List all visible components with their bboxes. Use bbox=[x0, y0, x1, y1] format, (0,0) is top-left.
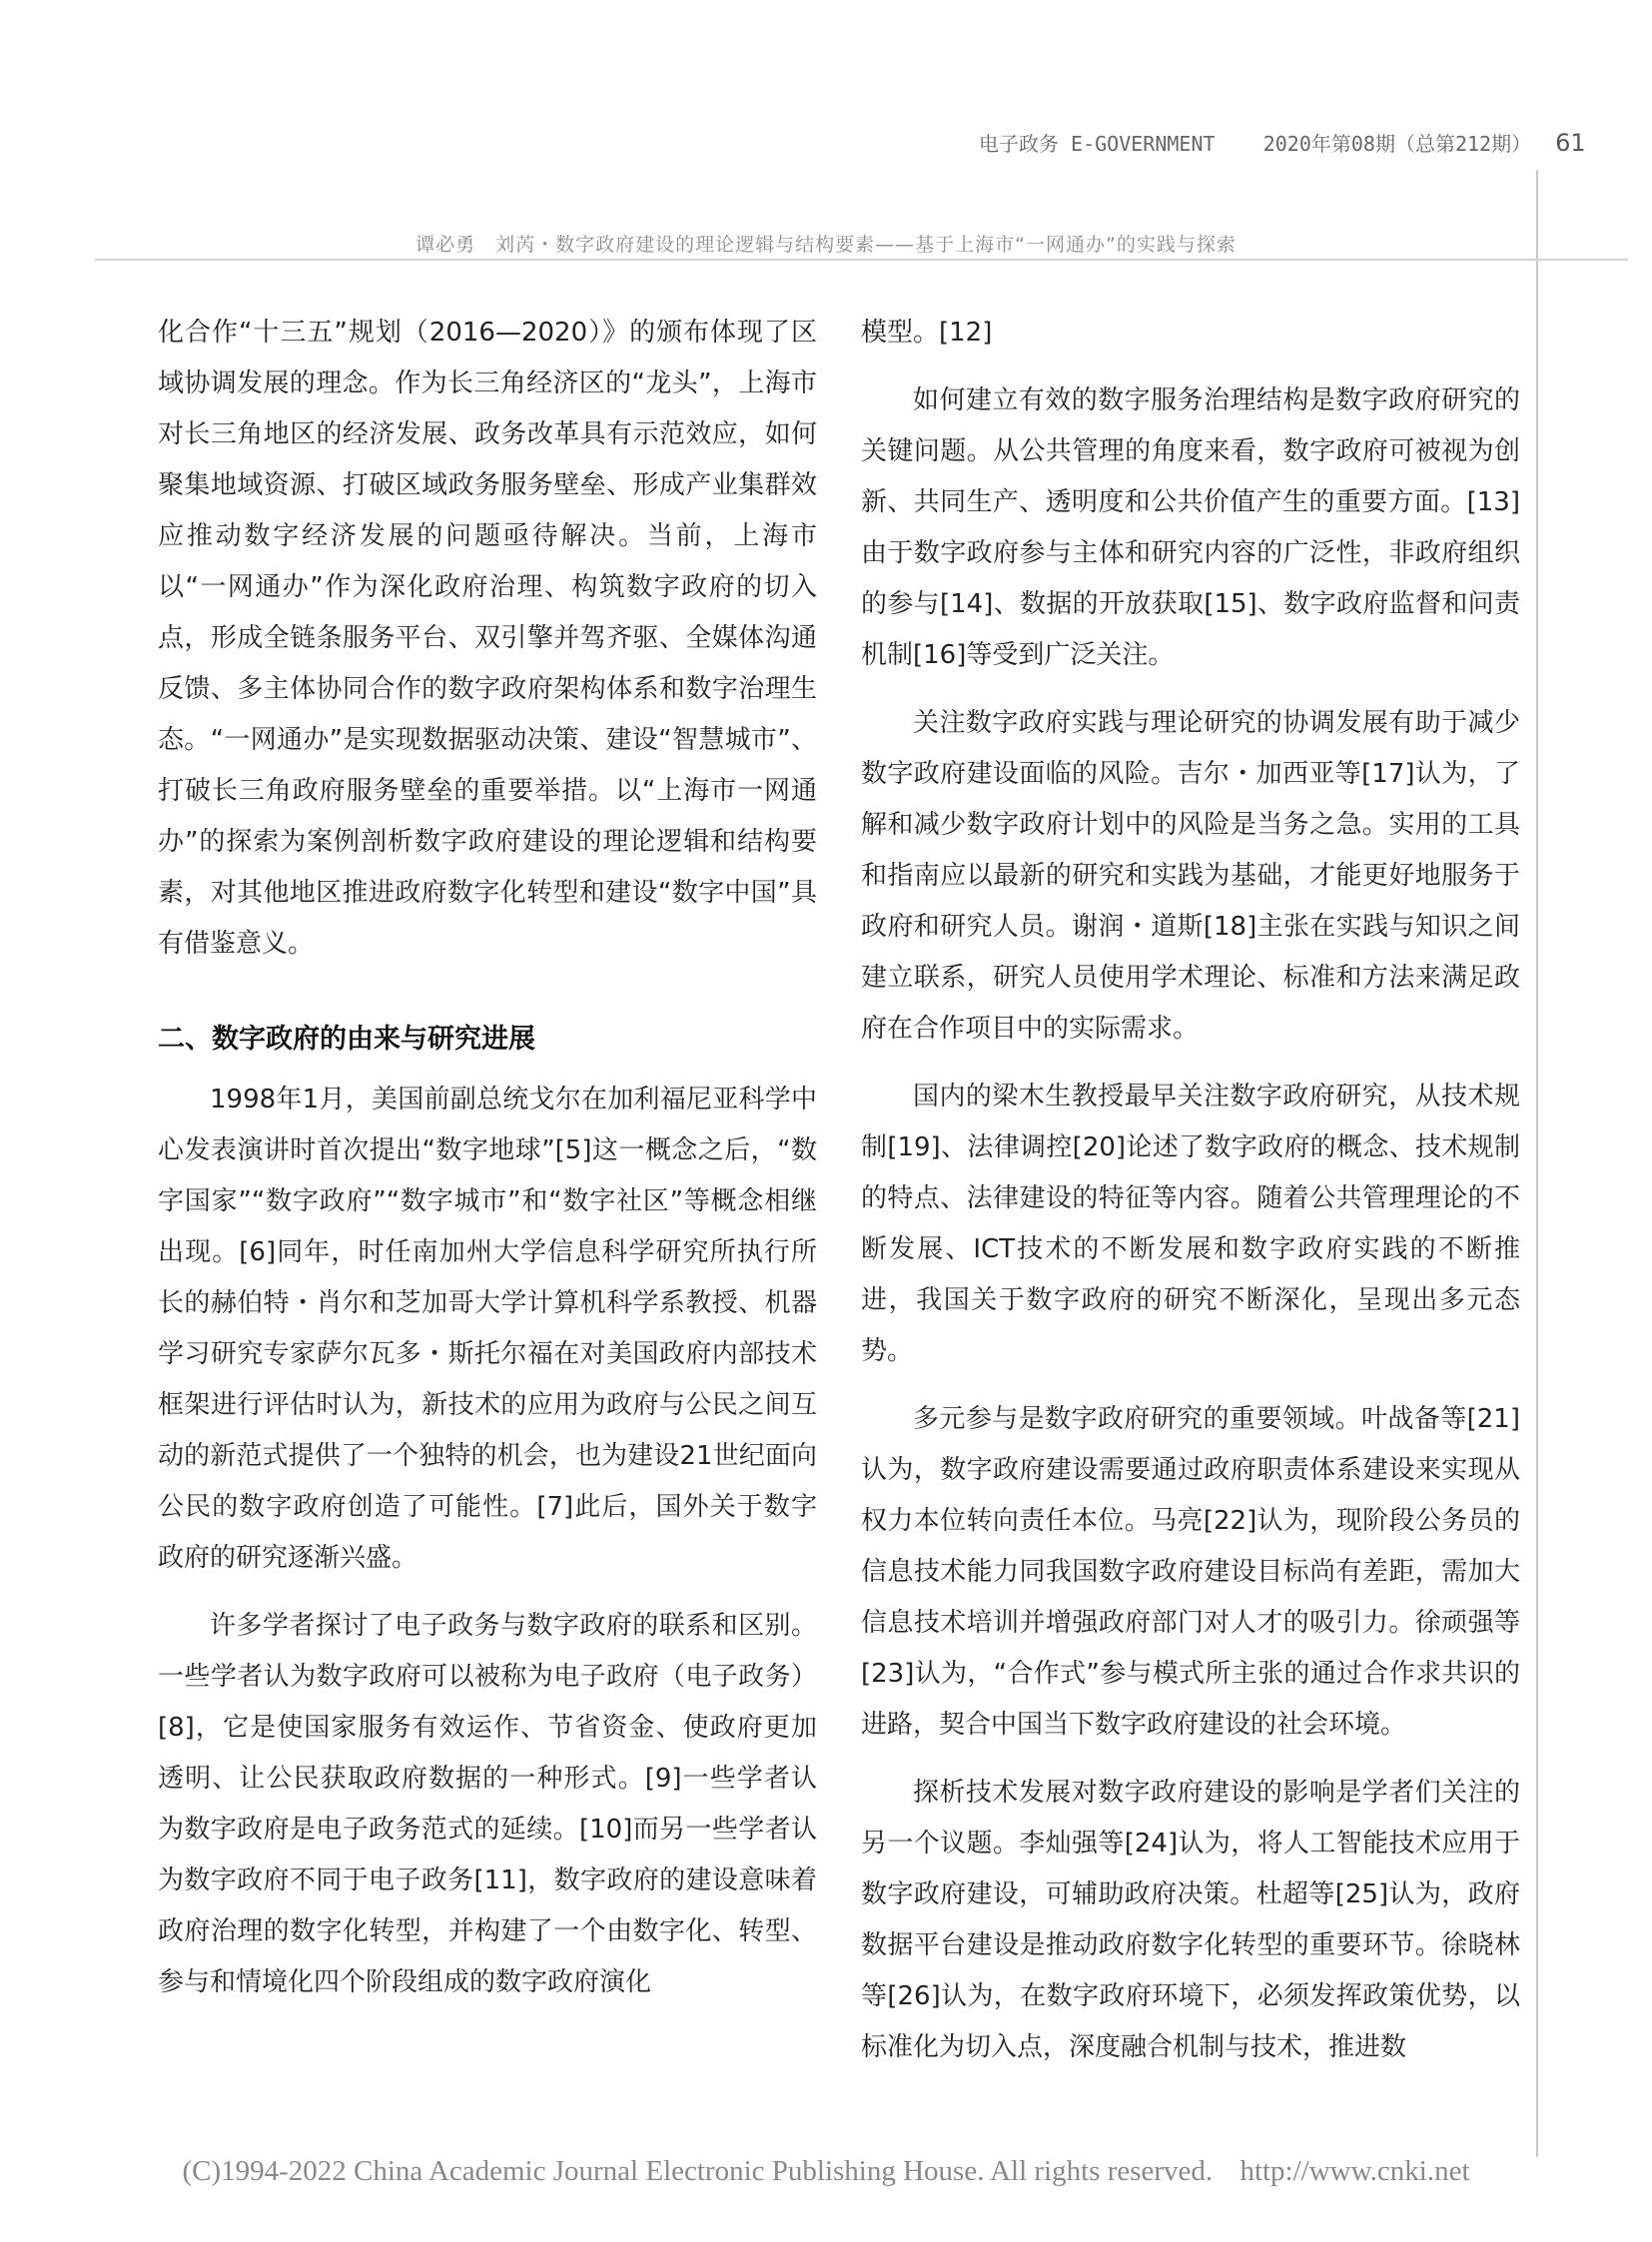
paragraph: 许多学者探讨了电子政务与数字政府的联系和区别。一些学者认为数字政府可以被称为电子政府（电子政务）[8]，它是使国家服务有效运作、节省资金、使政府更加透明、让公民获取政府数据的一种形式。[9]一些学者认为数字政府是电子政务范式的延续。[10]而另一些学者认为数字政府不同于电子政务[11]，数字政府的建设意味着政府治理的数字化转型，并构建了一个由数字化、转型、参与和情境化四个阶段组成的数字政府演化 bbox=[158, 1611, 817, 1997]
paragraph: 关注数字政府实践与理论研究的协调发展有助于减少数字政府建设面临的风险。吉尔・加西亚等[17]认为，了解和减少数字政府计划中的风险是当务之急。实用的工具和指南应以最新的研究和实践为基础，才能更好地服务于政府和研究人员。谢润・道斯[18]主张在实践与知识之间建立联系，研究人员使用学术理论、标准和方法来满足政府在合作项目中的实际需求。 bbox=[861, 708, 1520, 1044]
page-header bbox=[979, 128, 1586, 157]
copyright-text: (C)1994-2022 China Academic Journal Electronic Publishing House. All rights reserved. bbox=[182, 2155, 1214, 2187]
header-rule bbox=[95, 259, 1628, 261]
column-rule bbox=[1536, 170, 1538, 2157]
left-column bbox=[158, 308, 817, 2025]
paragraph: 多元参与是数字政府研究的重要领域。叶战备等[21]认为，数字政府建设需要通过政府职责体系建设来实现从权力本位转向责任本位。马亮[22]认为，现阶段公务员的信息技术能力同我国数字政府建设目标尚有差距，需加大信息技术培训并增强政府部门对人才的吸引力。徐顽强等[23]认为，“合作式”参与模式所主张的通过合作求共识的进路，契合中国当下数字政府建设的社会环境。 bbox=[861, 1404, 1520, 1740]
issue-info: 2020年第08期（总第212期） bbox=[1262, 132, 1532, 156]
footer-url[interactable]: http://www.cnki.net bbox=[1239, 2155, 1470, 2187]
section-heading: 二、数字政府的由来与研究进展 bbox=[158, 1024, 535, 1055]
paragraph: 模型。[12] bbox=[861, 318, 993, 348]
paragraph: 1998年1月，美国前副总统戈尔在加利福尼亚科学中心发表演讲时首次提出“数字地球”[5]这一概念之后，“数字国家”“数字政府”“数字城市”和“数字社区”等概念相继出现。[6]同年，时任南加州大学信息科学研究所执行所长的赫伯特・肖尔和芝加哥大学计算机科学系教授、机器学习研究专家萨尔瓦多・斯托尔福在对美国政府内部技术框架进行评估时认为，新技术的应用为政府与公民之间互动的新范式提供了一个独特的机会，也为建设21世纪面向公民的数字政府创造了可能性。[7]此后，国外关于数字政府的研究逐渐兴盛。 bbox=[158, 1085, 817, 1573]
paragraph: 化合作“十三五”规划（2016—2020）》的颁布体现了区域协调发展的理念。作为长三角经济区的“龙头”，上海市对长三角地区的经济发展、政务改革具有示范效应，如何聚集地域资源、打破区域政务服务壁垒、形成产业集群效应推动数字经济发展的问题亟待解决。当前，上海市以“一网通办”作为深化政府治理、构筑数字政府的切入点，形成全链条服务平台、双引擎并驾齐驱、全媒体沟通反馈、多主体协同合作的数字政府架构体系和数字治理生态。“一网通办”是实现数据驱动决策、建设“智慧城市”、打破长三角政府服务壁垒的重要举措。以“上海市一网通办”的探索为案例剖析数字政府建设的理论逻辑和结构要素，对其他地区推进政府数字化转型和建设“数字中国”具有借鉴意义。 bbox=[158, 318, 817, 959]
right-column bbox=[861, 308, 1520, 2090]
paragraph: 国内的梁木生教授最早关注数字政府研究，从技术规制[19]、法律调控[20]论述了数字政府的概念、技术规制的特点、法律建设的特征等内容。随着公共管理理论的不断发展、ICT技术的不断发展和数字政府实践的不断推进，我国关于数字政府的研究不断深化，呈现出多元态势。 bbox=[861, 1082, 1520, 1366]
paragraph: 如何建立有效的数字服务治理结构是数字政府研究的关键问题。从公共管理的角度来看，数字政府可被视为创新、共同生产、透明度和公共价值产生的重要方面。[13]由于数字政府参与主体和研究内容的广泛性，非政府组织的参与[14]、数据的开放获取[15]、数字政府监督和问责机制[16]等受到广泛关注。 bbox=[861, 385, 1520, 670]
copyright-footer bbox=[0, 2155, 1652, 2188]
page-number: 61 bbox=[1555, 129, 1586, 157]
journal-name: 电子政务 E-GOVERNMENT bbox=[979, 132, 1216, 156]
paragraph: 探析技术发展对数字政府建设的影响是学者们关注的另一个议题。李灿强等[24]认为，将人工智能技术应用于数字政府建设，可辅助政府决策。杜超等[25]认为，政府数据平台建设是推动政府数字化转型的重要环节。徐晓林等[26]认为，在数字政府环境下，必须发挥政策优势，以标准化为切入点，深度融合机制与技术，推进数 bbox=[861, 1778, 1520, 2062]
running-title: 谭必勇 刘芮・数字政府建设的理论逻辑与结构要素——基于上海市“一网通办”的实践与探索 bbox=[415, 234, 1237, 256]
